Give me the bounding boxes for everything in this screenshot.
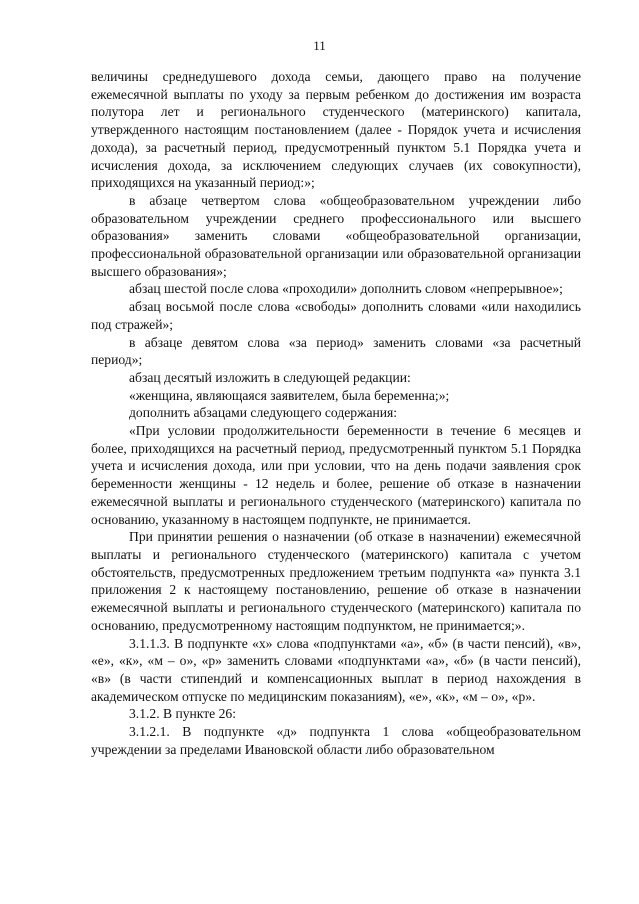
paragraph: абзац восьмой после слова «свободы» дополнить словами «или находились под стражей»; [91,299,581,332]
paragraph: 3.1.2.1. В подпункте «д» подпункта 1 слова «общеобразовательном учреждении за пределами Ивановской области либо образовательном [91,724,581,757]
paragraph: в абзаце четвертом слова «общеобразовательном учреждении либо образовательном учреждении среднего профессионального или высшего образования» заменить словами «общеобразовательной организации, профессиональной образовательной организации или образовательной организации высшего образования»; [91,192,581,279]
paragraph: абзац десятый изложить в следующей редакции: [129,369,411,385]
paragraph: «женщина, являющаяся заявителем, была беременна;»; [129,387,450,403]
paragraph: 3.1.2. В пункте 26: [129,706,236,722]
paragraph: При принятии решения о назначении (об отказе в назначении) ежемесячной выплаты и регионального студенческого (материнского) капитала с учетом обстоятельств, предусмотренных предложением третьим подпункта «а» пункта 3.1 приложения 2 к настоящему постановлению, решение об отказе в назначении ежемесячной выплаты и регионального студенческого (материнского) капитала по основанию, предусмотренному настоящим подпунктом, не принимается;». [91,529,581,633]
document-body [91,68,581,758]
paragraph: абзац шестой после слова «проходили» дополнить словом «непрерывное»; [129,281,563,297]
page-number: 11 [313,38,326,53]
paragraph: дополнить абзацами следующего содержания: [129,405,398,421]
paragraph: 3.1.1.3. В подпункте «х» слова «подпунктами «а», «б» (в части пенсий), «в», «е», «к», «м – о», «р» заменить словами «подпунктами «а», «б» (в части пенсий), «в» (в части стипендий и компенсационных выплат в период нахождения в академическом отпуске по медицинским показаниям), «е», «к», «м – о», «р». [91,635,581,704]
paragraph: в абзаце девятом слова «за период» заменить словами «за расчетный период»; [91,334,581,368]
paragraph: «При условии продолжительности беременности в течение 6 месяцев и более, приходящихся на расчетный период, предусмотренный пунктом 5.1 Порядка учета и исчисления дохода, или при условии, что на день подачи заявления срок беременности женщины - 12 недель и более, решение об отказе в назначении ежемесячной выплаты и регионального студенческого (материнского) капитала по основанию, указанному в настоящем подпункте, не принимается. [91,423,581,527]
paragraph: величины среднедушевого дохода семьи, дающего право на получение ежемесячной выплаты по уходу за первым ребенком до достижения им возраста полутора лет и регионального студенческого (материнского) капитала, утвержденного настоящим постановлением (далее - Порядок учета и исчисления дохода), за расчетный период, предусмотренный пунктом 5.1 Порядка учета и исчисления дохода, за исключением следующих случаев (их совокупности), приходящихся на указанный период:»; [91,69,581,191]
